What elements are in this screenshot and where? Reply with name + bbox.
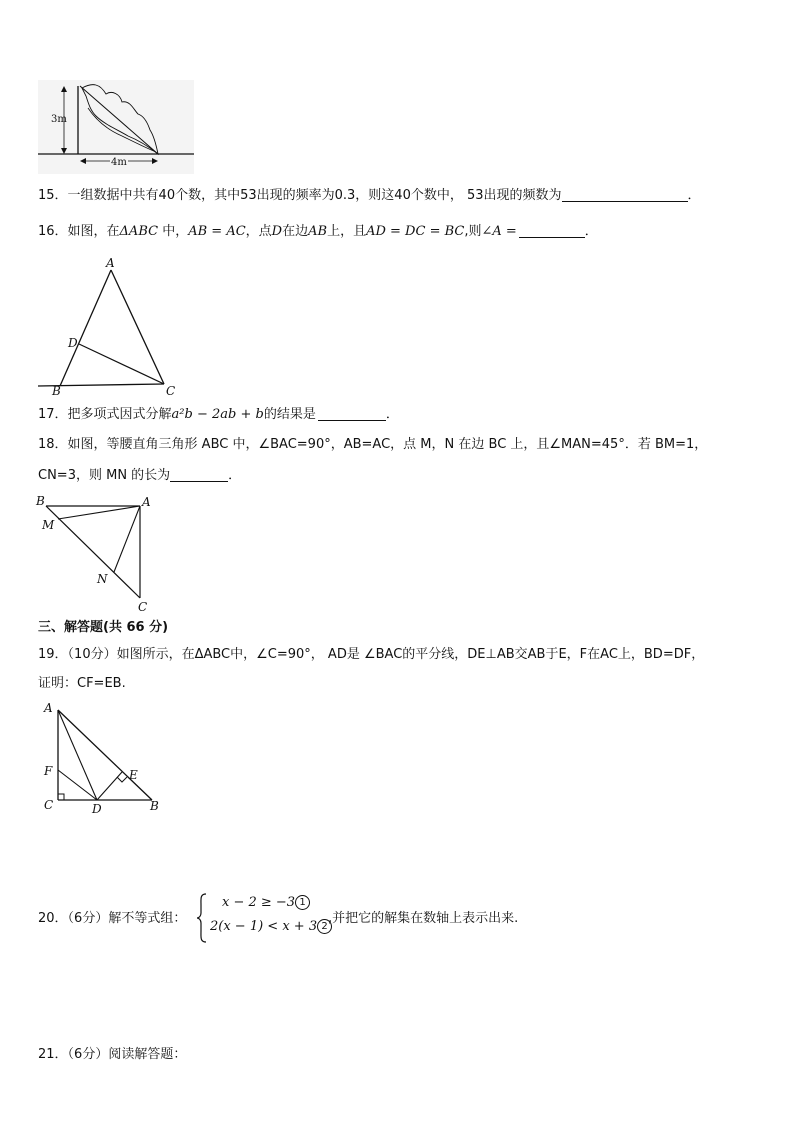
inequality-system <box>200 893 330 943</box>
answer-blank-17[interactable] <box>318 406 386 421</box>
vertex-A: A <box>44 701 53 715</box>
section-3-title: 三、解答题(共 66 分) <box>38 620 169 635</box>
question-21: 21．（6分）阅读解答题： <box>38 1047 187 1062</box>
figure-q14 <box>38 80 194 174</box>
question-18-line1: 18．如图，等腰直角三角形 ABC 中，∠BAC=90°，AB=AC，点 M，N 在边 BC 上，且∠MAN=45°．若 BM=1， <box>38 437 708 452</box>
polynomial: a²b − 2ab + b <box>171 407 264 422</box>
vertex-B: B <box>150 799 159 813</box>
question-15: 15．一组数据中共有40个数，其中53出现的频率为0.3，则这40个数中， 53出现的频数为 ． <box>38 188 701 203</box>
left-brace-icon <box>196 893 208 943</box>
inequality-2: 2(x − 1) < x + 3 2 <box>210 919 332 934</box>
answer-blank-15[interactable] <box>562 187 688 202</box>
vertex-A: A <box>142 495 151 509</box>
inequality-1: x − 2 ≥ −3 1 <box>222 895 310 910</box>
vertex-D: D <box>92 802 102 816</box>
vertex-F: F <box>44 764 53 778</box>
vertex-A: A <box>106 256 115 270</box>
figure-q18 <box>34 492 164 614</box>
vertex-C: C <box>166 384 176 398</box>
question-19-line2: 证明：CF=EB. <box>38 676 126 691</box>
vertex-M: M <box>42 518 55 532</box>
answer-blank-16[interactable] <box>519 223 585 238</box>
vertex-E: E <box>129 768 138 782</box>
vertex-D: D <box>68 336 78 350</box>
vertex-N: N <box>97 572 108 586</box>
question-19-line1: 19．（10分）如图所示，在ΔABC中，∠C=90°， AD是 ∠BAC的平分线，DE⊥AB交AB于E，F在AC上，BD=DF， <box>38 647 705 662</box>
vertex-B: B <box>52 384 61 398</box>
label-4m: 4m <box>111 157 127 168</box>
question-20-prefix: 20．（6分）解不等式组： <box>38 911 187 926</box>
question-17: 17．把多项式因式分解a²b − 2ab + b的结果是 ． <box>38 407 399 422</box>
figure-q16 <box>38 256 188 400</box>
question-18-line2: CN=3，则 MN 的长为 ． <box>38 468 242 483</box>
vertex-B: B <box>36 494 45 508</box>
answer-blank-18[interactable] <box>170 467 228 482</box>
question-15-text: 15．一组数据中共有40个数，其中53出现的频率为0.3，则这40个数中， 53出现的频数为 <box>38 188 562 203</box>
question-20-suffix: ,并把它的解集在数轴上表示出来. <box>328 911 519 926</box>
vertex-C: C <box>44 798 54 812</box>
vertex-C: C <box>138 600 148 614</box>
label-3m: 3m <box>51 114 67 125</box>
question-16: 16．如图，在ΔABC 中，AB = AC，点D在边AB上，且AD = DC = BC,则∠A = ． <box>38 224 598 239</box>
figure-q19 <box>38 700 168 818</box>
